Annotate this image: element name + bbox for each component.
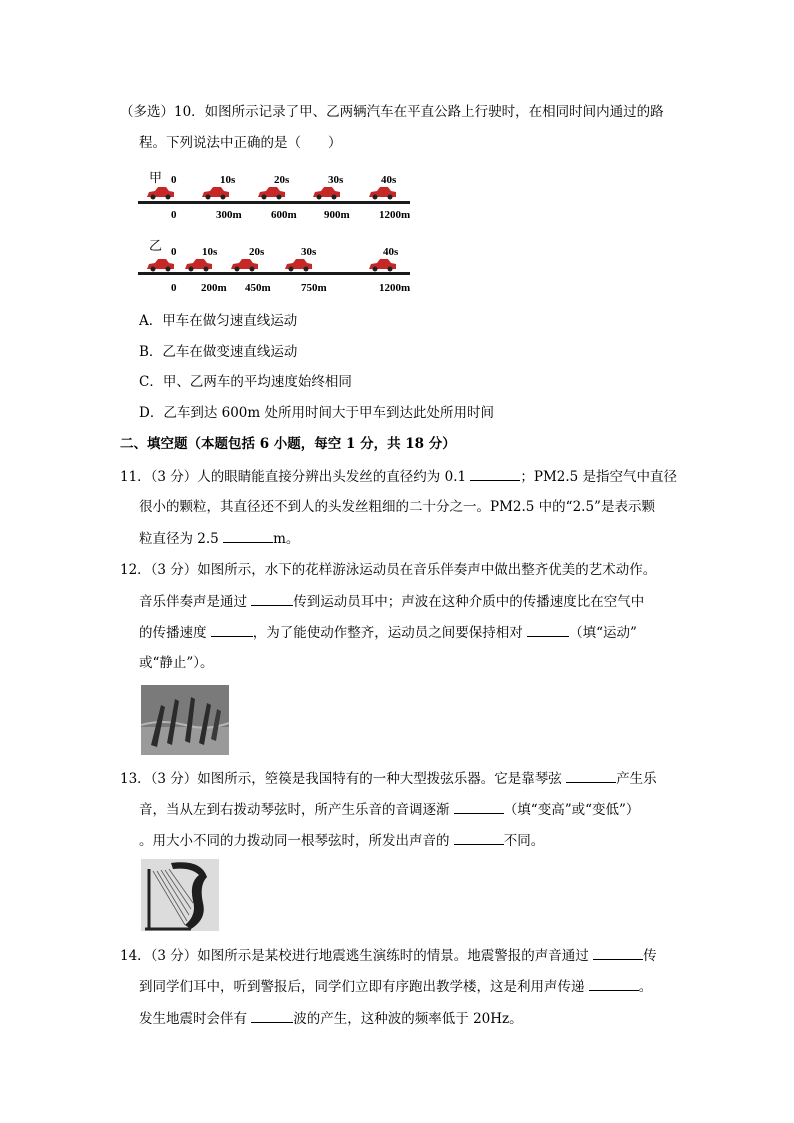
q12-text: 传到运动员耳中；声波在这种介质中的传播速度比在空气中 <box>293 594 645 610</box>
answer-blank[interactable] <box>566 768 616 783</box>
answer-blank[interactable] <box>454 830 504 845</box>
q13-text: （填“变高”或“变低”） <box>503 802 640 818</box>
car-icon <box>147 259 174 272</box>
q11-text: ；PM2.5 是指空气中直径 <box>520 469 678 485</box>
car-icon <box>313 187 340 200</box>
q13-line3 <box>139 830 544 851</box>
q13-text: 音，当从左到右拨动琴弦时，所产生乐音的音调逐渐 <box>139 802 454 818</box>
jia-time: 20s <box>274 174 290 186</box>
jia-distance: 1200m <box>379 209 411 221</box>
yi-time: 20s <box>249 246 265 258</box>
yi-distance: 200m <box>201 282 227 294</box>
answer-blank[interactable] <box>211 622 253 637</box>
jia-time: 40s <box>381 174 397 186</box>
q12-line4: 或“静止”）。 <box>139 655 214 671</box>
jia-label: 甲 <box>149 170 163 185</box>
jia-time: 30s <box>328 174 344 186</box>
yi-time: 10s <box>202 246 218 258</box>
q10-motion-figure <box>135 162 420 302</box>
jia-road <box>138 201 410 204</box>
q11-line3 <box>139 528 299 549</box>
yi-label: 乙 <box>149 238 163 253</box>
q13-text: 不同。 <box>503 833 545 849</box>
jia-distance: 300m <box>216 209 242 221</box>
q14-text: 。 <box>638 979 653 995</box>
yi-time: 40s <box>383 246 399 258</box>
yi-distance: 0 <box>171 282 177 294</box>
konghou-harp-photo <box>141 859 219 931</box>
yi-road <box>138 272 410 275</box>
q12-line3 <box>139 622 637 643</box>
q10-option-b: B．乙车在做变速直线运动 <box>139 344 298 360</box>
q13-line2 <box>139 799 639 820</box>
q14-text: 传 <box>643 948 657 964</box>
answer-blank[interactable] <box>251 591 293 606</box>
yi-distance: 450m <box>245 282 271 294</box>
car-icon <box>258 187 285 200</box>
yi-distance: 1200m <box>379 282 411 294</box>
q10-option-c: C．甲、乙两车的平均速度始终相同 <box>139 374 352 390</box>
q13-line1 <box>120 768 657 789</box>
q10-option-a: A．甲车在做匀速直线运动 <box>139 313 298 329</box>
jia-distance: 600m <box>271 209 297 221</box>
yi-time: 0 <box>171 246 177 258</box>
jia-time: 0 <box>171 174 177 186</box>
q12-text: 音乐伴奏声是通过 <box>139 594 252 610</box>
q11-line1 <box>120 466 677 487</box>
q12-text: ，为了能使动作整齐，运动员之间要保持相对 <box>252 625 528 641</box>
answer-blank[interactable] <box>527 622 569 637</box>
car-icon <box>185 259 212 272</box>
jia-distance: 0 <box>171 209 177 221</box>
q12-line2 <box>139 591 644 612</box>
car-icon <box>147 187 174 200</box>
swimmers-photo <box>141 685 229 755</box>
q13-text: 产生乐 <box>616 771 657 787</box>
q13-text: 。用大小不同的力拨动同一根琴弦时，所发出声音的 <box>139 833 454 849</box>
yi-time: 30s <box>301 246 317 258</box>
q13-text: 13．（3 分）如图所示，箜篌是我国特有的一种大型拨弦乐器。它是靠琴弦 <box>120 771 567 787</box>
q14-text: 波的产生，这种波的频率低于 20Hz。 <box>293 1011 523 1027</box>
q11-text: 11．（3 分）人的眼睛能直接分辨出头发丝的直径约为 0.1 <box>120 469 471 485</box>
q12-line1: 12．（3 分）如图所示，水下的花样游泳运动员在音乐伴奏声中做出整齐优美的艺术动作。 <box>120 562 657 578</box>
q14-line2 <box>139 976 652 997</box>
car-icon <box>231 259 258 272</box>
q14-line3 <box>139 1008 523 1029</box>
answer-blank[interactable] <box>470 466 520 481</box>
yi-distance: 750m <box>301 282 327 294</box>
q14-text: 发生地震时会伴有 <box>139 1011 252 1027</box>
q10-option-d: D．乙车到达 600m 处所用时间大于甲车到达此处所用时间 <box>139 405 494 421</box>
jia-distance: 900m <box>324 209 350 221</box>
q11-text: 粒直径为 2.5 <box>139 531 224 547</box>
answer-blank[interactable] <box>593 945 643 960</box>
car-icon <box>202 187 229 200</box>
q12-text: （填“运动” <box>569 625 637 641</box>
answer-blank[interactable] <box>589 976 639 991</box>
q10-stem-line1: （多选）10．如图所示记录了甲、乙两辆汽车在平直公路上行驶时，在相同时间内通过的路 <box>120 104 664 120</box>
q11-text: m。 <box>273 531 300 547</box>
section-heading: 二、填空题（本题包括 6 小题，每空 1 分，共 18 分） <box>120 436 456 452</box>
q14-line1 <box>120 945 657 966</box>
q10-stem-line2: 程。下列说法中正确的是（ ） <box>139 135 342 151</box>
jia-time: 10s <box>220 174 236 186</box>
q12-text: 的传播速度 <box>139 625 211 641</box>
q14-text: 到同学们耳中，听到警报后，同学们立即有序跑出教学楼，这是利用声传递 <box>139 979 589 995</box>
answer-blank[interactable] <box>223 528 273 543</box>
car-icon <box>285 259 312 272</box>
answer-blank[interactable] <box>251 1008 293 1023</box>
q14-text: 14．（3 分）如图所示是某校进行地震逃生演练时的情景。地震警报的声音通过 <box>120 948 594 964</box>
car-icon <box>369 259 396 272</box>
answer-blank[interactable] <box>454 799 504 814</box>
q11-line2: 很小的颗粒，其直径还不到人的头发丝粗细的二十分之一。PM2.5 中的“2.5”是表示颗 <box>139 499 655 515</box>
car-icon <box>369 187 396 200</box>
